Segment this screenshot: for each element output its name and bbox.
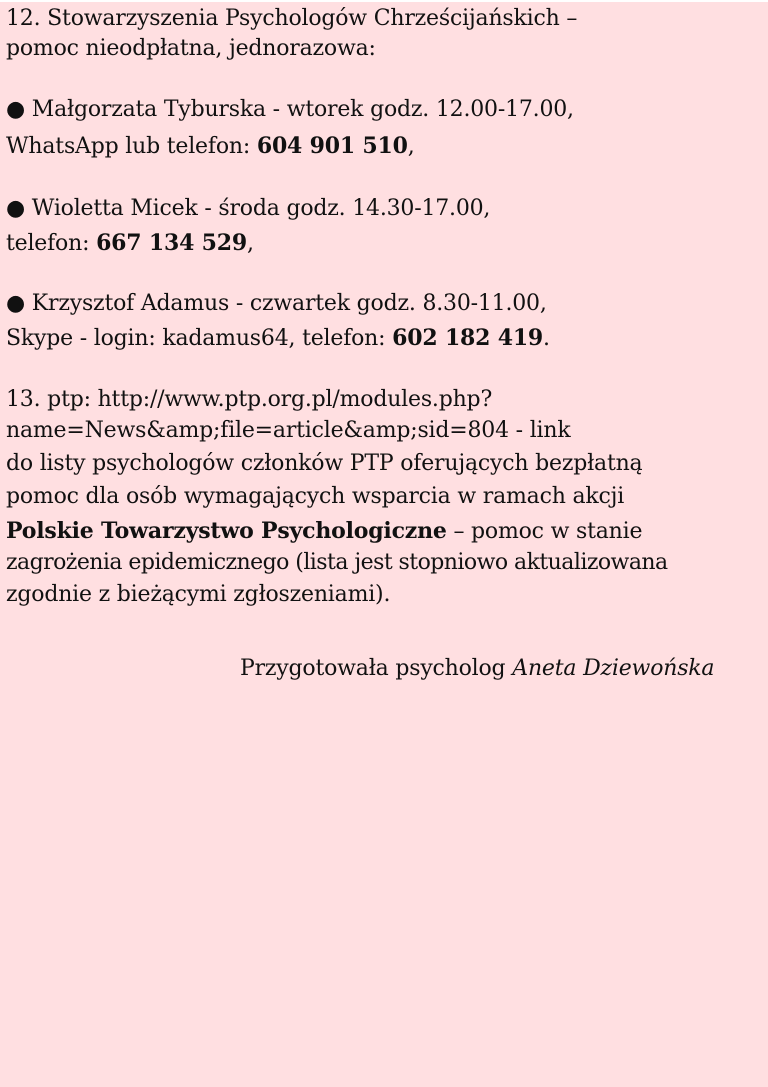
contact-label: Skype - login: kadamus64, telefon:: [6, 326, 393, 351]
signature: [240, 654, 714, 684]
section-13-text-line-5: [6, 516, 642, 547]
signature-prefix: Przygotowała psycholog: [240, 656, 513, 681]
phone-number: 667 134 529: [96, 230, 247, 256]
section-12-heading-line-2: pomoc nieodpłatna, jednorazowa:: [6, 36, 376, 61]
entry-tyburska-schedule: ● Małgorzata Tyburska - wtorek godz. 12.00-17.00,: [6, 97, 574, 122]
punctuation: ,: [407, 134, 415, 159]
section-13-text-line-7: zgodnie z bieżącymi zgłoszeniami).: [6, 582, 391, 607]
entry-micek-schedule: ● Wioletta Micek - środa godz. 14.30-17.00,: [6, 196, 491, 221]
entry-micek-contact: [6, 228, 254, 259]
section-13-url-line-2: name=News&amp;file=article&amp;sid=804 - link: [6, 418, 571, 443]
phone-number: 602 182 419: [392, 325, 544, 351]
section-13-text-line-5-rest: – pomoc w stanie: [446, 519, 643, 544]
phone-number: 604 901 510: [256, 133, 408, 159]
punctuation: .: [543, 326, 550, 351]
organization-name: Polskie Towarzystwo Psychologiczne: [6, 518, 447, 544]
entry-adamus-schedule: ● Krzysztof Adamus - czwartek godz. 8.30-11.00,: [6, 291, 547, 316]
section-13-text-line-6: zagrożenia epidemicznego (lista jest stopniowo aktualizowana: [6, 550, 668, 575]
section-13-text-line-3: do listy psychologów członków PTP oferujących bezpłatną: [6, 451, 643, 476]
section-12-heading-line-1: 12. Stowarzyszenia Psychologów Chrześcijańskich –: [6, 6, 578, 31]
contact-label: telefon:: [6, 231, 97, 256]
section-13-text-line-4: pomoc dla osób wymagających wsparcia w ramach akcji: [6, 484, 625, 509]
signature-author: Aneta Dziewońska: [512, 656, 715, 681]
section-13-url-line-1: 13. ptp: http://www.ptp.org.pl/modules.php?: [6, 387, 493, 412]
punctuation: ,: [246, 231, 254, 256]
entry-adamus-contact: [6, 323, 550, 354]
entry-tyburska-contact: [6, 131, 415, 162]
contact-label: WhatsApp lub telefon:: [6, 134, 257, 159]
